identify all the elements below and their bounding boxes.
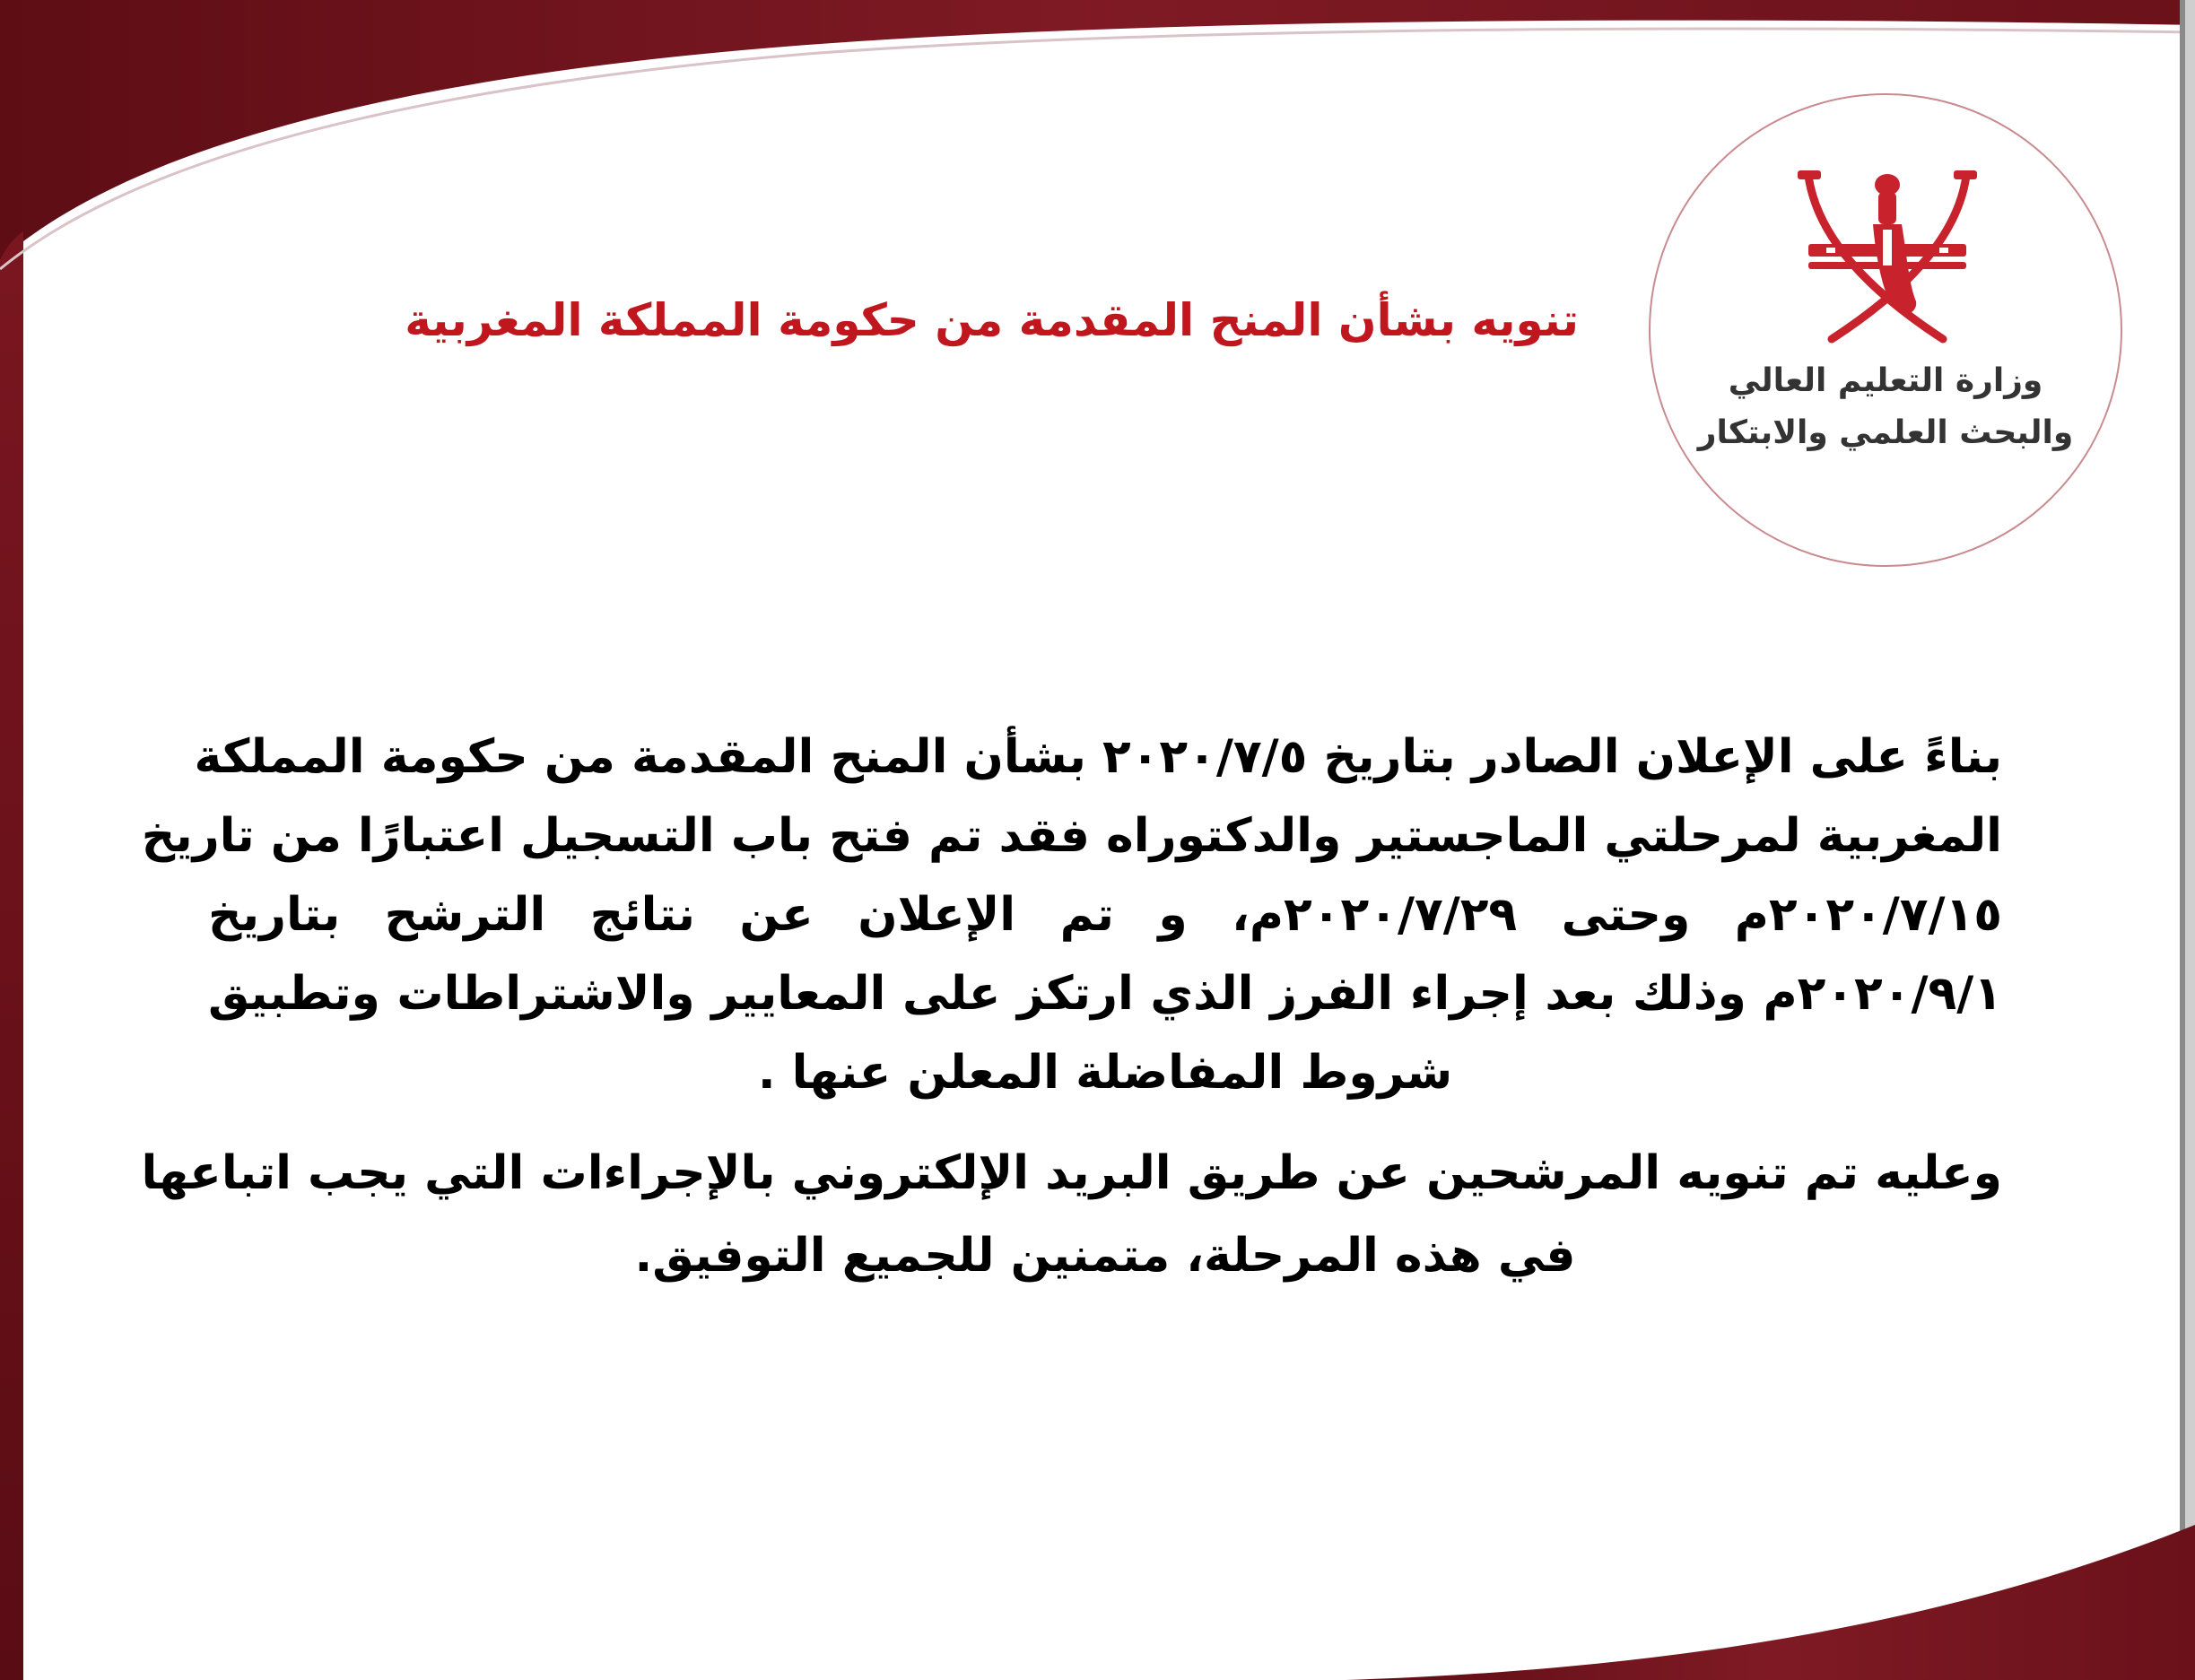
ministry-name — [1668, 355, 2103, 459]
paragraph-1-line: شروط المفاضلة المعلن عنها . — [757, 1046, 1453, 1100]
page-title: تنويه بشأن المنح المقدمة من حكومة المملكة المغربية — [405, 294, 1579, 346]
paragraph-1-line: ٢٠٢٠/٧/١٥م وحتى ٢٠٢٠/٧/٢٩م، و تم الإعلان عن نتائج الترشح بتاريخ — [208, 888, 2002, 942]
paragraph-1 — [141, 718, 2002, 1112]
ministry-logo-seal — [1649, 93, 2122, 567]
paragraph-1-line: المغربية لمرحلتي الماجستير والدكتوراه فقد تم فتح باب التسجيل اعتبارًا من تاريخ — [141, 809, 2002, 863]
paragraph-2 — [141, 1132, 2002, 1297]
khanjar-emblem-icon — [1790, 167, 1984, 346]
paragraph-1-line: بناءً على الإعلان الصادر بتاريخ ٢٠٢٠/٧/٥ بشأن المنح المقدمة من حكومة المملكة — [194, 730, 2002, 784]
paragraph-1-line: ٢٠٢٠/٩/١م وذلك بعد إجراء الفرز الذي ارتكز على المعايير والاشتراطات وتطبيق — [208, 967, 2002, 1021]
ministry-name-line-1: وزارة التعليم العالي — [1728, 362, 2043, 399]
paragraph-2-line: وعليه تم تنويه المرشحين عن طريق البريد الإلكتروني بالإجراءات التي يجب اتباعها — [141, 1146, 2002, 1200]
announcement-body — [141, 718, 2002, 1297]
paragraph-2-line: في هذه المرحلة، متمنين للجميع التوفيق. — [634, 1229, 1576, 1283]
ministry-name-line-2: والبحث العلمي والابتكار — [1697, 414, 2074, 451]
